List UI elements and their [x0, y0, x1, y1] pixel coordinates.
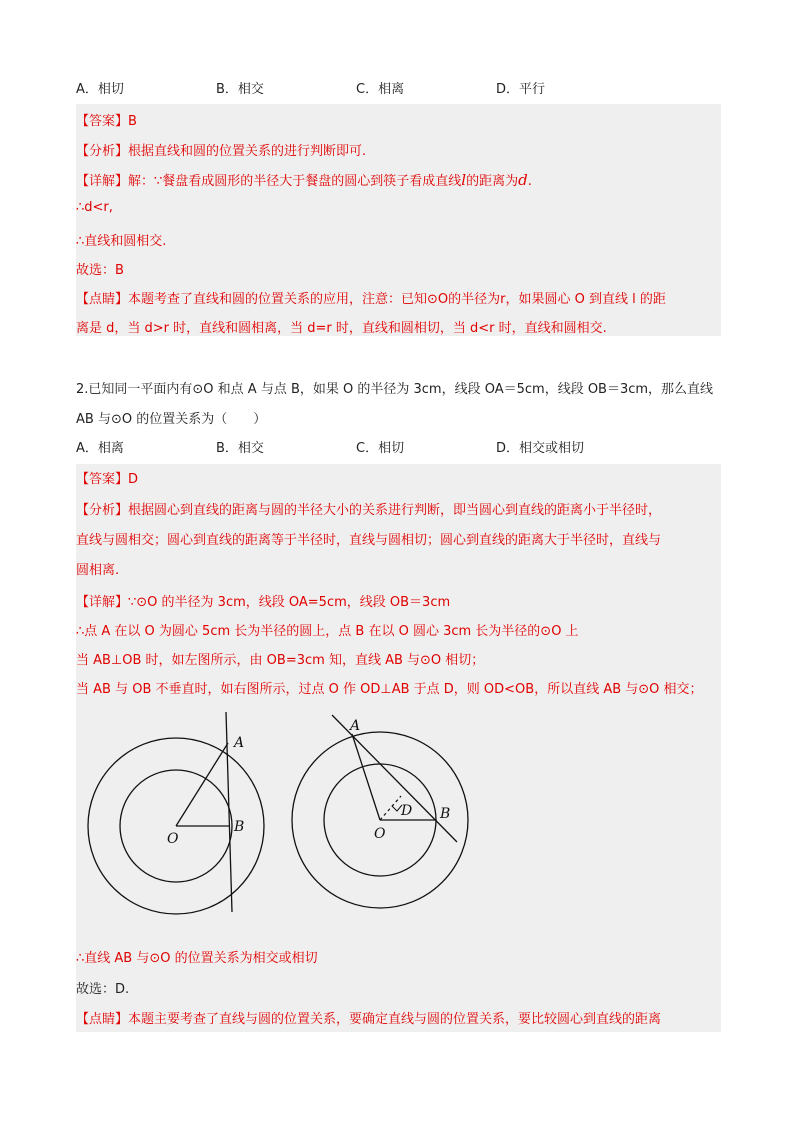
q2-option-d: D．相交或相切 — [496, 441, 585, 456]
right-secant-line — [332, 715, 457, 842]
q1-options — [76, 78, 636, 97]
q2-analysis-line3: 圆相离. — [76, 563, 120, 578]
q2-analysis-tag: 【分析】 — [76, 503, 129, 518]
right-label-d: D — [401, 803, 413, 819]
q2-stem-line2: AB 与⊙O 的位置关系为（ ） — [76, 412, 267, 427]
q2-choose: 故选：D. — [76, 982, 130, 997]
q1-detail-l: l — [461, 171, 467, 189]
left-tangent-line — [226, 712, 232, 912]
q2-analysis-line1 — [76, 499, 661, 518]
q2-option-c: C．相切 — [356, 441, 405, 456]
left-label-a: A — [234, 735, 245, 751]
q2-comment-text1: 本题主要考查了直线与圆的位置关系，要确定直线与圆的位置关系，要比较圆心到直线的距离 — [128, 1012, 662, 1027]
q1-detail-end: . — [527, 174, 532, 189]
q2-conclusion: ∴直线 AB 与⊙O 的位置关系为相交或相切 — [76, 951, 318, 966]
left-segment-oa — [176, 743, 228, 826]
q1-option-c: C．相离 — [356, 82, 405, 97]
q2-solution-block — [76, 464, 721, 1032]
right-segment-od — [380, 796, 401, 820]
q1-answer: B — [128, 114, 137, 129]
q2-options — [76, 437, 636, 456]
q1-choose: 故选：B — [76, 263, 124, 278]
q1-answer-line — [76, 110, 137, 129]
q1-answer-tag: 【答案】 — [76, 114, 129, 129]
q1-therefore2: ∴直线和圆相交. — [76, 234, 167, 249]
right-label-o: O — [374, 826, 386, 842]
q1-option-a: A．相切 — [76, 82, 124, 97]
q2-detail-tag: 【详解】 — [76, 595, 129, 610]
q2-option-a: A．相离 — [76, 441, 124, 456]
left-label-o: O — [167, 831, 179, 847]
q2-option-b: B．相交 — [216, 441, 264, 456]
q2-detail-line2: ∴点 A 在以 O 为圆心 5cm 长为半径的圆上，点 B 在以 O 圆心 3cm 长为半径的⊙O 上 — [76, 624, 579, 639]
right-figure — [288, 710, 488, 915]
q1-comment-line2: 离是 d，当 d>r 时，直线和圆相离，当 d=r 时，直线和圆相切，当 d<r 时，直线和圆相交. — [76, 321, 607, 336]
q1-detail-mid: 的距离为 — [466, 174, 519, 189]
q2-answer-tag: 【答案】 — [76, 472, 129, 487]
q1-analysis-line — [76, 140, 366, 159]
left-label-b: B — [234, 819, 245, 835]
q1-analysis-tag: 【分析】 — [76, 144, 129, 159]
q1-comment-text1: 本题考查了直线和圆的位置关系的应用，注意：已知⊙O的半径为r，如果圆心 O 到直线 l 的距 — [128, 292, 666, 307]
q2-detail-line4: 当 AB 与 OB 不垂直时，如右图所示，过点 O 作 OD⊥AB 于点 D，则 OD<OB，所以直线 AB 与⊙O 相交； — [76, 682, 703, 697]
q1-comment-line1 — [76, 288, 666, 307]
q2-stem-line1: 2.已知同一平面内有⊙O 和点 A 与点 B，如果 O 的半径为 3cm，线段 OA＝5cm，线段 OB＝3cm，那么直线 — [76, 382, 714, 397]
q2-answer-line — [76, 468, 138, 487]
q2-detail-text1: ∵⊙O 的半径为 3cm，线段 OA=5cm，线段 OB＝3cm — [128, 595, 451, 610]
left-figure — [84, 710, 269, 915]
q1-option-d: D．平行 — [496, 82, 546, 97]
q2-detail-line3: 当 AB⊥OB 时，如左图所示，由 OB=3cm 知，直线 AB 与⊙O 相切； — [76, 653, 485, 668]
q2-comment-tag: 【点睛】 — [76, 1012, 129, 1027]
q2-analysis-text1: 根据圆心到直线的距离与圆的半径大小的关系进行判断，即当圆心到直线的距离小于半径时， — [128, 503, 662, 518]
q2-answer: D — [128, 472, 139, 487]
q1-analysis: 根据直线和圆的位置关系的进行判断即可. — [128, 144, 367, 159]
q2-comment-line1 — [76, 1008, 661, 1027]
q1-detail-prefix: 解：∵餐盘看成圆形的半径大于餐盘的圆心到筷子看成直线 — [128, 174, 462, 189]
right-label-b: B — [440, 806, 451, 822]
right-segment-oa — [352, 734, 380, 820]
right-label-a: A — [350, 718, 361, 734]
q1-detail-line — [76, 170, 532, 189]
q1-solution-block — [76, 104, 721, 336]
q1-detail-tag: 【详解】 — [76, 174, 129, 189]
q2-analysis-line2: 直线与圆相交；圆心到直线的距离等于半径时，直线与圆相切；圆心到直线的距离大于半径时，直线与 — [76, 533, 662, 548]
q1-therefore1: ∴d<r, — [76, 200, 113, 215]
q1-option-b: B．相交 — [216, 82, 264, 97]
q1-comment-tag: 【点睛】 — [76, 292, 129, 307]
q1-detail-d: d — [518, 171, 528, 189]
q2-detail-line1 — [76, 591, 450, 610]
